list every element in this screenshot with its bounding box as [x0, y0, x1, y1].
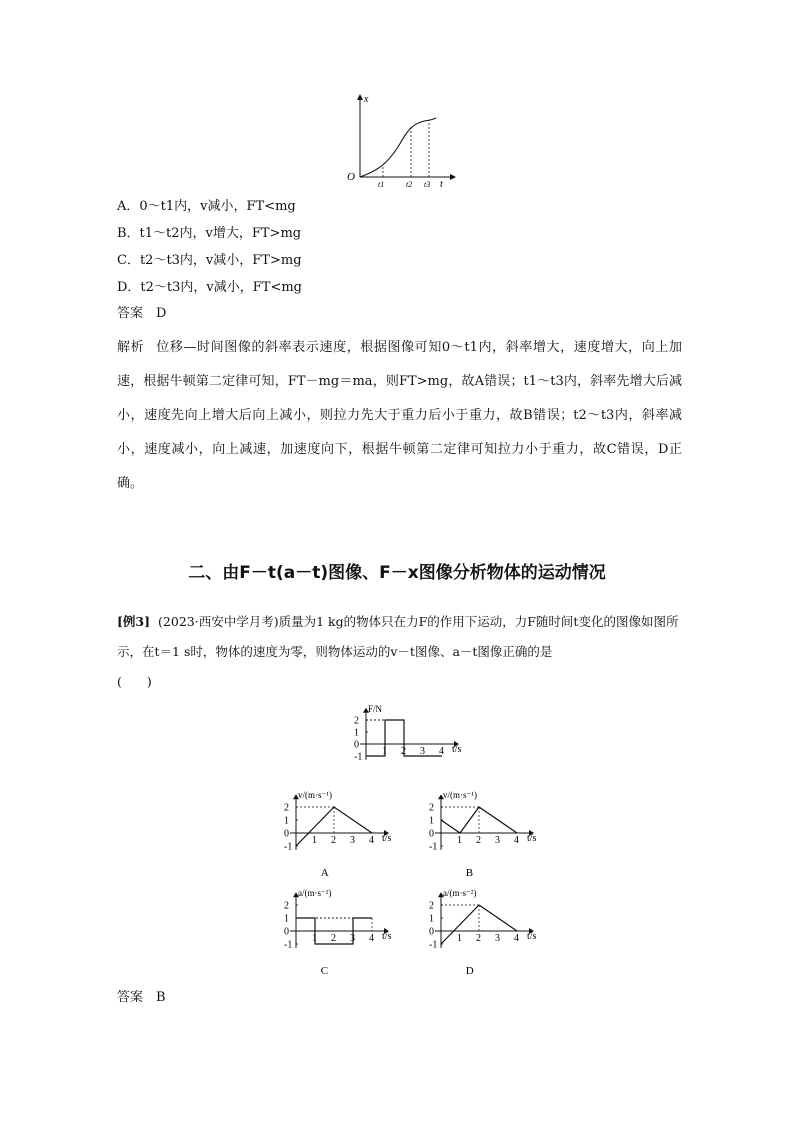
section-title: 二、由F－t(a－t)图像、F－x图像分析物体的运动情况 — [188, 563, 606, 583]
x-tick-label: 1 — [457, 933, 462, 944]
y-tick-label: 2 — [284, 802, 289, 814]
fig1-tick-t3: t3 — [424, 180, 431, 189]
y-axis-label: a/(m·s⁻²) — [443, 888, 477, 899]
chart-d — [415, 884, 535, 976]
x-axis-label: t/s — [382, 931, 392, 942]
xt-curve — [360, 118, 436, 177]
y-tick-label: 1 — [429, 913, 434, 925]
x-axis-label: t/s — [527, 833, 537, 844]
y-tick-label: 0 — [284, 828, 289, 840]
y-tick-label: -1 — [429, 939, 438, 951]
x-tick-label: 1 — [312, 933, 317, 944]
y-tick-label: 1 — [284, 913, 289, 925]
y-tick-label: 2 — [429, 802, 434, 814]
answer-1: 答案 D — [117, 306, 167, 321]
y-tick-label: 0 — [284, 926, 289, 938]
x-tick-label: 2 — [401, 746, 406, 757]
x-axis-label: t/s — [527, 931, 537, 942]
x-axis-label: t/s — [382, 833, 392, 844]
y-tick-label: 0 — [429, 828, 434, 840]
y-tick-label: 2 — [284, 900, 289, 912]
x-tick-label: 1 — [382, 746, 387, 757]
y-tick-label: 1 — [354, 727, 359, 739]
x-tick-label: 4 — [369, 933, 374, 944]
y-tick-label: 1 — [429, 815, 434, 827]
chart-a — [270, 786, 390, 878]
x-tick-label: 4 — [439, 746, 444, 757]
x-tick-label: 4 — [369, 835, 374, 846]
example-3 — [117, 607, 687, 697]
example-source: (2023·西安中学月考) — [158, 614, 279, 629]
chart-title: D — [465, 965, 474, 977]
x-tick-label: 2 — [476, 933, 481, 944]
fig1-tick-t1: t1 — [378, 180, 385, 189]
y-axis-label: v/(m·s⁻¹) — [443, 790, 477, 801]
option-d: D．t2～t3内，v减小，FT<mg — [117, 280, 302, 295]
xt-graph — [340, 92, 460, 190]
y-axis-label: a/(m·s⁻²) — [298, 888, 332, 899]
x-axis-label: t/s — [452, 744, 462, 755]
example-text: 质量为1 kg的物体只在力F的作用下运动，力F随时间t变化的图像如图所示，在t＝1 s时，物体的速度为零，则物体运动的v－t图像、a－t图像正确的是 — [117, 614, 679, 659]
y-tick-label: 0 — [429, 926, 434, 938]
fig1-tick-t2: t2 — [406, 180, 413, 189]
x-tick-label: 3 — [350, 933, 355, 944]
x-tick-label: 2 — [331, 933, 336, 944]
fig1-t-label: t — [440, 179, 443, 190]
answer-2: 答案 B — [117, 990, 166, 1005]
chart-title: A — [320, 867, 329, 879]
y-tick-label: -1 — [429, 841, 438, 853]
x-tick-label: 3 — [420, 746, 425, 757]
example-blank: ( ) — [117, 674, 152, 689]
option-a: A．0～t1内，v减小，FT<mg — [117, 199, 296, 214]
option-b: B．t1～t2内，v增大，FT>mg — [117, 226, 302, 241]
analysis-paragraph — [117, 331, 682, 501]
y-tick-label: 0 — [354, 739, 359, 751]
x-tick-label: 3 — [495, 835, 500, 846]
fig1-y-label: x — [364, 94, 369, 105]
y-tick-label: -1 — [354, 751, 363, 763]
x-tick-label: 1 — [312, 835, 317, 846]
x-tick-label: 2 — [476, 835, 481, 846]
f-t-chart — [340, 700, 460, 772]
x-tick-label: 4 — [514, 835, 519, 846]
example-tag: [例3] — [117, 614, 151, 629]
y-tick-label: 2 — [429, 900, 434, 912]
analysis-text: 位移—时间图像的斜率表示速度，根据图像可知0～t1内，斜率增大，速度增大，向上加速，根据牛顿第二定律可知，FT－mg＝ma，则FT>mg，故A错误；t1～t3内，斜率先增大后减小，速度先向上增大后向上减小，则拉力先大于重力后小于重力，故B错误；t2～t3内，斜率减小，速度减小，向上减速，加速度向下，根据牛顿第二定律可知拉力小于重力，故C错误，D正确。 — [117, 340, 682, 491]
y-tick-label: -1 — [284, 841, 293, 853]
y-tick-label: -1 — [284, 939, 293, 951]
y-axis-label: F/N — [368, 703, 383, 714]
y-axis-label: v/(m·s⁻¹) — [298, 790, 332, 801]
analysis-label: 解析 — [117, 340, 145, 355]
chart-title: C — [320, 965, 329, 977]
chart-title: B — [465, 867, 474, 879]
y-tick-label: 2 — [354, 715, 359, 727]
x-tick-label: 4 — [514, 933, 519, 944]
x-tick-label: 1 — [457, 835, 462, 846]
x-tick-label: 3 — [350, 835, 355, 846]
y-tick-label: 1 — [284, 815, 289, 827]
fig1-origin: O — [347, 171, 355, 183]
chart-b — [415, 786, 535, 878]
x-tick-label: 2 — [331, 835, 336, 846]
option-c: C．t2～t3内，v减小，FT>mg — [117, 253, 302, 268]
x-tick-label: 3 — [495, 933, 500, 944]
chart-c — [270, 884, 390, 976]
